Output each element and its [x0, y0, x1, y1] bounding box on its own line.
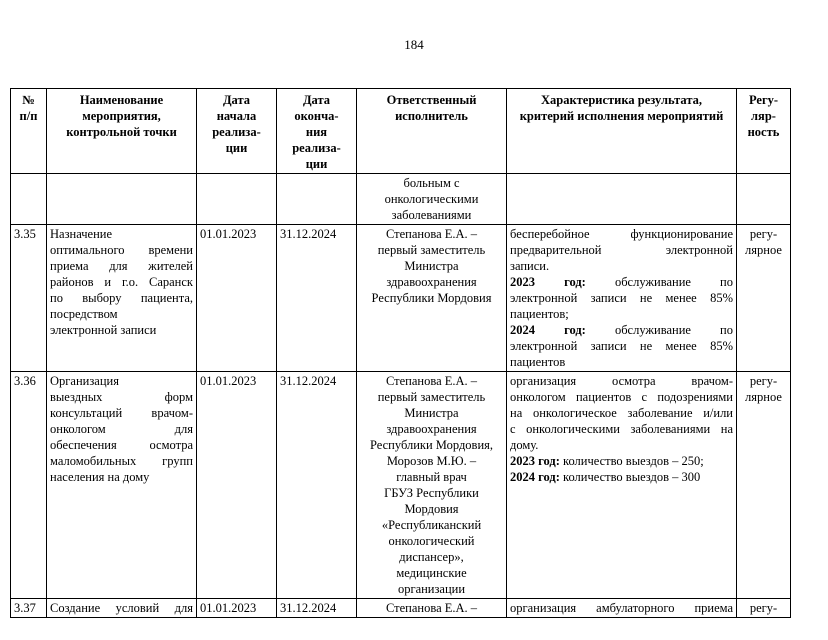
text-line: населения на дому [50, 470, 150, 484]
text-line: лярное [745, 390, 782, 404]
text-fragment: обслуживание по [614, 323, 733, 337]
text-line: дому. [510, 438, 539, 452]
text-line: организации [397, 582, 466, 596]
cell-regularity [737, 225, 791, 372]
header-end-line: ния [305, 125, 328, 139]
header-responsible-line: Ответственный [386, 93, 477, 107]
year-label: 2023 год: [510, 275, 586, 289]
cell-name [47, 225, 197, 372]
table-row [11, 599, 791, 618]
text-line: маломобильных групп [50, 454, 193, 468]
text-line: медицинские [396, 566, 467, 580]
year-label: 2024 год: [510, 323, 586, 337]
header-start-date [197, 89, 277, 174]
header-end-line: Дата [302, 93, 331, 107]
text-line: консультаций врачом- [50, 406, 193, 420]
header-end-line: ции [305, 157, 328, 171]
text-line: онкологом для [50, 422, 193, 436]
table-row [11, 174, 791, 225]
header-name-line: Наименование [79, 93, 164, 107]
header-result [507, 89, 737, 174]
header-regularity-line: Регу- [748, 93, 779, 107]
text-line: здравоохранения [386, 275, 477, 289]
header-end-date [277, 89, 357, 174]
cell-start-date: 01.01.2023 [197, 599, 277, 618]
cell-name [47, 372, 197, 599]
cell-num: 3.37 [11, 599, 47, 618]
text-line: Мордовия [404, 502, 459, 516]
text-line: приема для жителей [50, 259, 193, 273]
header-regularity-line: ляр- [751, 109, 776, 123]
cell-end-date: 31.12.2024 [277, 225, 357, 372]
text-line: Республики Мордовия [371, 291, 492, 305]
text-fragment: количество выездов – 250; [563, 454, 704, 468]
header-num [11, 89, 47, 174]
cell-regularity [737, 174, 791, 225]
year-label: 2023 год: [510, 454, 560, 468]
cell-end-date: 31.12.2024 [277, 599, 357, 618]
text-line: на онкологическое заболевание и/или [510, 406, 733, 420]
text-line: первый заместитель [377, 243, 486, 257]
text-line: первый заместитель [377, 390, 486, 404]
text-line: организация осмотра врачом- [510, 374, 733, 388]
cell-end-date: 31.12.2024 [277, 372, 357, 599]
text-fragment: количество выездов – 300 [563, 470, 701, 484]
cell-regularity [737, 372, 791, 599]
text-line: посредством [50, 307, 118, 321]
header-result-line: Характеристика результата, [540, 93, 703, 107]
header-responsible-line: исполнитель [395, 109, 468, 123]
header-end-line: оконча- [294, 109, 339, 123]
header-responsible [357, 89, 507, 174]
cell-num: 3.36 [11, 372, 47, 599]
year-label: 2024 год: [510, 470, 560, 484]
text-line: заболеваниями [391, 208, 472, 222]
page-number: 184 [404, 37, 424, 52]
text-line: пациентов; [510, 307, 569, 321]
text-line: онкологическими [384, 192, 479, 206]
cell-responsible: Степанова Е.А. – [357, 599, 507, 618]
cell-num: 3.35 [11, 225, 47, 372]
text-line: электронной записи не менее 85% [510, 291, 733, 305]
text-line [510, 453, 733, 469]
cell-responsible [357, 225, 507, 372]
text-line: главный врач [396, 470, 467, 484]
text-line: бесперебойное функционирование [510, 227, 733, 241]
cell-start-date: 01.01.2023 [197, 372, 277, 599]
cell-name [47, 174, 197, 225]
header-regularity-line: ность [747, 125, 780, 139]
cell-start-date [197, 174, 277, 225]
cell-num [11, 174, 47, 225]
text-line: онкологический [388, 534, 475, 548]
text-line: ГБУЗ Республики [384, 486, 479, 500]
text-line: электронной записи [50, 323, 157, 337]
header-regularity [737, 89, 791, 174]
table-row [11, 225, 791, 372]
text-line [510, 274, 733, 290]
cell-responsible [357, 174, 507, 225]
text-line: Республики Мордовия, [369, 438, 494, 452]
text-line: Степанова Е.А. – [385, 227, 478, 241]
cell-start-date: 01.01.2023 [197, 225, 277, 372]
cell-end-date [277, 174, 357, 225]
text-line: регу- [749, 227, 778, 241]
cell-name: Создание условий для [47, 599, 197, 618]
cell-regularity: регу- [737, 599, 791, 618]
text-line: выездных форм [50, 390, 193, 404]
text-line: обеспечения осмотра [50, 438, 193, 452]
text-line [510, 469, 733, 485]
header-num-line: п/п [19, 109, 38, 123]
text-line: регу- [749, 374, 778, 388]
table-row [11, 372, 791, 599]
text-fragment: обслуживание по [614, 275, 733, 289]
text-line: Министра [404, 406, 459, 420]
table-header-row [11, 89, 791, 174]
header-end-line: реализа- [292, 141, 341, 155]
header-start-line: ции [225, 141, 248, 155]
text-line: оптимального времени [50, 243, 193, 257]
header-name-line: мероприятия, [82, 109, 161, 123]
text-line: с онкологическими заболеваниями на [510, 422, 733, 436]
text-line: «Республиканский [381, 518, 482, 532]
text-line: пациентов [510, 355, 566, 369]
text-line: здравоохранения [386, 422, 477, 436]
header-num-line: № [22, 93, 35, 107]
measures-table [10, 88, 791, 618]
cell-responsible [357, 372, 507, 599]
text-line: записи. [510, 259, 550, 273]
header-start-line: Дата [222, 93, 251, 107]
text-line: онкологом пациентов с подозрениями [510, 390, 733, 404]
cell-result: организация амбулаторного приема [507, 599, 737, 618]
text-line: предварительной электронной [510, 243, 733, 257]
text-line: Степанова Е.А. – [385, 374, 478, 388]
header-start-line: реализа- [212, 125, 261, 139]
text-line: Организация [50, 374, 119, 388]
header-start-line: начала [216, 109, 257, 123]
text-line: больным с [403, 176, 460, 190]
text-line [510, 322, 733, 338]
cell-result [507, 225, 737, 372]
text-line: лярное [745, 243, 782, 257]
text-line: по выбору пациента, [50, 291, 193, 305]
cell-result [507, 174, 737, 225]
text-line: диспансер», [399, 550, 464, 564]
header-name [47, 89, 197, 174]
text-line: районов и г.о. Саранск [50, 275, 193, 289]
text-line: Министра [404, 259, 459, 273]
cell-result [507, 372, 737, 599]
header-result-line: критерий исполнения мероприятий [519, 109, 724, 123]
text-line: Назначение [50, 227, 113, 241]
text-line: Морозов М.Ю. – [386, 454, 477, 468]
text-line: электронной записи не менее 85% [510, 339, 733, 353]
header-name-line: контрольной точки [66, 125, 177, 139]
